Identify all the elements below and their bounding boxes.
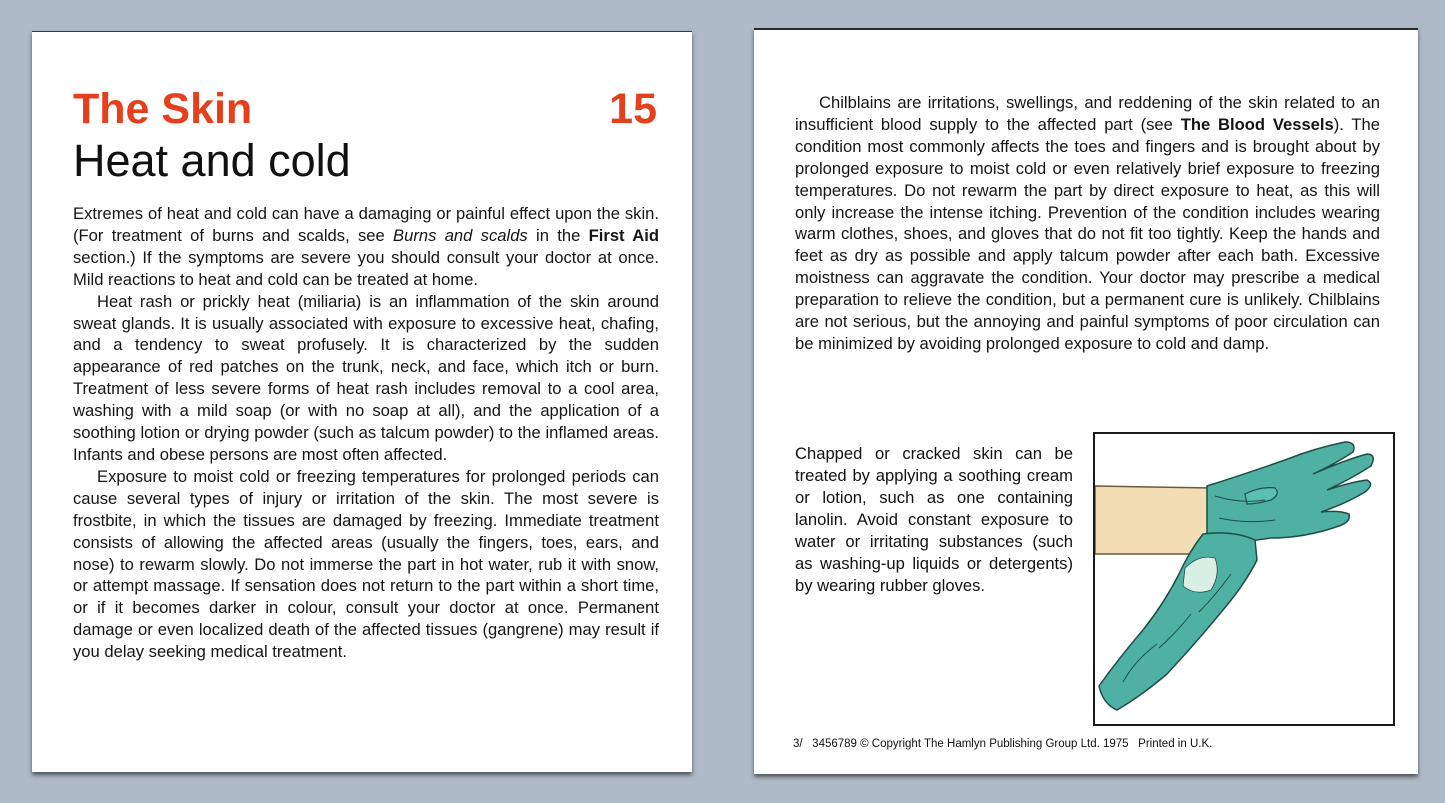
paragraph-frostbite: Exposure to moist cold or freezing temperatures for prolonged periods can cause several types of injury or irritation of the skin. The most severe is frostbite, in which the tissues are damaged by freezing. Immediate treatment consists of allowing the affected areas (usually the fingers, toes, ears, and nose) to rewarm slowly. Do not immerse the part in hot water, rub it with snow, or attempt massage. If sensation does not return to the part within a short time, or if it becomes darker in colour, consult your doctor at once. Permanent damage or even localized death of the affected tissues (gangrene) may result if you delay seeking medical treatment. (73, 466, 659, 662)
glove-drawing (1095, 434, 1393, 724)
text-run: Extremes of heat and cold can have a damaging or painful effect upon the skin. (For treatment of burns and scalds, see (73, 204, 659, 245)
left-body-text (73, 203, 659, 663)
paragraph-heat-rash: Heat rash or prickly heat (miliaria) is an inflammation of the skin around sweat glands. It is usually associated with exposure to excessive heat, chafing, and a tendency to sweat profusely. It is characterized by the sudden appearance of red patches on the trunk, neck, and face, which itch or burn. Treatment of less severe forms of heat rash includes removal to a cool area, washing with a mild soap (or with no soap at all), and the application of a soothing lotion or drying powder (such as talcum powder) to the inflamed areas. Infants and obese persons are most often affected. (73, 291, 659, 464)
paragraph-chilblains (795, 92, 1380, 355)
text-run: in the (527, 225, 589, 245)
text-run: Chilblains are irritations, swellings, and reddening of the skin related to an insufficient blood supply to the affected part (see (795, 93, 1380, 134)
bold-reference: First Aid (588, 225, 659, 245)
paragraph-intro (73, 203, 659, 291)
chapped-skin-text: Chapped or cracked skin can be treated by applying a soothing cream or lotion, such as one containing lanolin. Avoid constant exposure to water or irritating substances (such as washing-up liquids or detergents) by wearing rubber gloves. (795, 444, 1073, 595)
title-row (73, 86, 657, 132)
rubber-glove-illustration (1093, 432, 1395, 726)
section-title: The Skin (73, 85, 253, 133)
left-card (32, 31, 692, 772)
italic-reference: Burns and scalds (393, 225, 528, 245)
copyright-footer: 3/ 3456789 © Copyright The Hamlyn Publishing Group Ltd. 1975 Printed in U.K. (793, 738, 1213, 750)
text-run: ). The condition most commonly affects the toes and fingers and is brought about by prolonged exposure to moist cold or even relatively brief exposure to freezing temperatures. Do not rewarm the part by direct exposure to heat, as this will only increase the intense itching. Prevention of the condition includes wearing warm clothes, shoes, and gloves that do not fit too tightly. Keep the hands and feet as dry as possible and apply talcum powder after each bath. Excessive moistness can aggravate the condition. Your doctor may prescribe a medical preparation to relieve the condition, but a permanent cure is unlikely. Chilblains are not serious, but the annoying and painful symptoms of poor circulation can be minimized by avoiding prolonged exposure to cold and damp. (795, 114, 1380, 353)
right-card (754, 28, 1418, 774)
text-run: section.) If the symptoms are severe you should consult your doctor at once. Mild reactions to heat and cold can be treated at home. (73, 247, 659, 289)
bold-reference: The Blood Vessels (1180, 114, 1334, 134)
right-body-text (795, 92, 1380, 355)
page-subtitle: Heat and cold (73, 135, 351, 186)
card-number: 15 (609, 85, 657, 133)
